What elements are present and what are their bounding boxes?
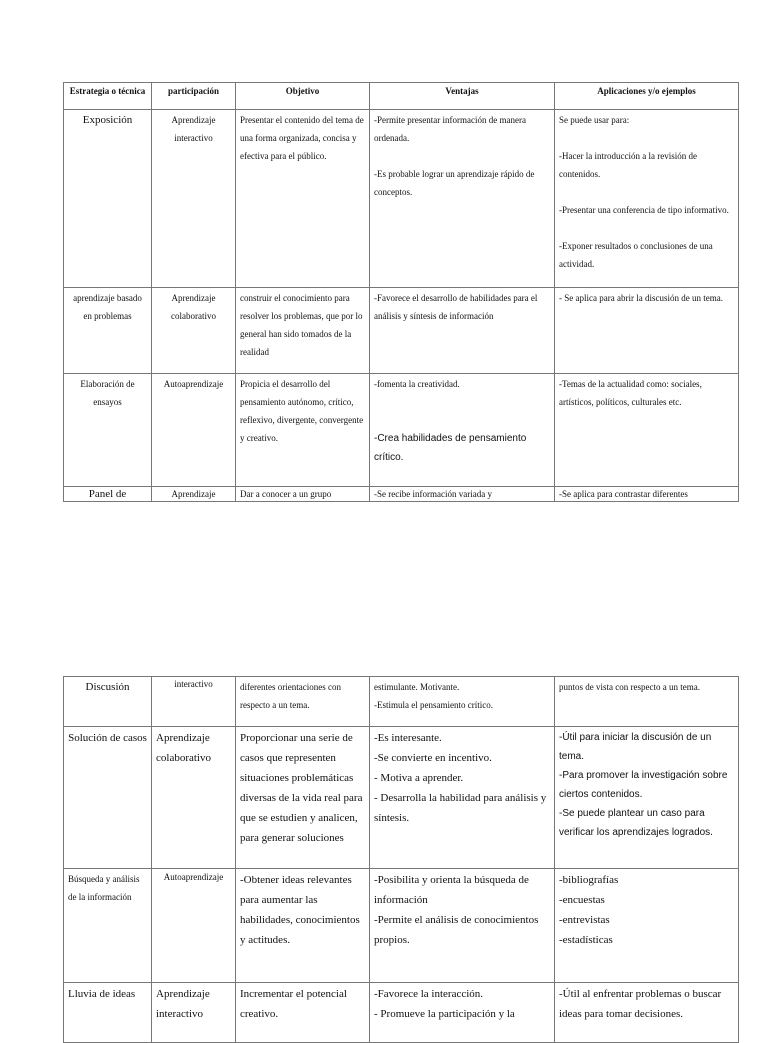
cell-estrategia: Exposición <box>64 110 152 288</box>
cell-aplicaciones <box>555 727 739 869</box>
document-page-2 <box>0 560 768 1024</box>
ventaja-item: -Crea habilidades de pensamiento crítico. <box>374 433 527 463</box>
cell-participacion: Aprendizaje <box>152 487 236 502</box>
cell-objetivo: -Obtener ideas relevantes para aumentar las habilidades, conocimientos y actitudes. <box>236 869 370 983</box>
header-objetivo: Objetivo <box>236 83 370 110</box>
cell-participacion: Aprendizaje interactivo <box>152 110 236 288</box>
cell-aplicaciones <box>555 374 739 487</box>
cell-participacion: Aprendizaje colaborativo <box>152 727 236 869</box>
aplicacion-item: -Temas de la actualidad como: sociales, artísticos, políticos, culturales etc. <box>559 379 702 407</box>
aplicacion-item: -Se aplica para contrastar diferentes <box>559 489 688 499</box>
cell-participacion: Autoaprendizaje <box>152 374 236 487</box>
cell-ventajas <box>370 288 555 374</box>
table-row <box>64 110 739 288</box>
table-row <box>64 288 739 374</box>
cell-objetivo: Propicia el desarrollo del pensamiento autónomo, crítico, reflexivo, divergente, convergente y creativo. <box>236 374 370 487</box>
ventaja-item: -Permite presentar información de manera ordenada. <box>374 115 526 143</box>
ventaja-item: -Favorece el desarrollo de habilidades para el análisis y síntesis de información <box>374 293 538 321</box>
ventaja-item: -Estimula el pensamiento crítico. <box>374 700 493 710</box>
cell-estrategia: Discusión <box>64 677 152 727</box>
cell-objetivo: Proporcionar una serie de casos que representen situaciones problemáticas diversas de la vida real para que se estudien y analicen, para generar soluciones <box>236 727 370 869</box>
cell-aplicaciones <box>555 487 739 502</box>
ventaja-item: - Promueve la participación y la <box>374 1008 515 1020</box>
ventaja-item: -Se convierte en incentivo. <box>374 752 492 764</box>
table-row <box>64 374 739 487</box>
aplicacion-item: -Presentar una conferencia de tipo informativo. <box>559 205 729 215</box>
cell-estrategia: Panel de <box>64 487 152 502</box>
ventaja-item: - Motiva a aprender. <box>374 772 464 784</box>
cell-ventajas <box>370 677 555 727</box>
aplicacion-item: -estadísticas <box>559 934 613 946</box>
table-row <box>64 869 739 983</box>
table-row <box>64 983 739 1043</box>
cell-estrategia: aprendizaje basado en problemas <box>64 288 152 374</box>
ventaja-item: -Es probable lograr un aprendizaje rápido de conceptos. <box>374 169 535 197</box>
cell-objetivo: Incrementar el potencial creativo. <box>236 983 370 1043</box>
strategies-table-page-2 <box>63 676 739 1043</box>
cell-participacion: Aprendizaje interactivo <box>152 983 236 1043</box>
cell-aplicaciones <box>555 288 739 374</box>
header-ventajas: Ventajas <box>370 83 555 110</box>
ventaja-item: estimulante. Motivante. <box>374 682 460 692</box>
aplicacion-item: -Para promover la investigación sobre ciertos contenidos. <box>559 770 728 800</box>
cell-objetivo: Presentar el contenido del tema de una forma organizada, concisa y efectiva para el público. <box>236 110 370 288</box>
cell-objetivo: construir el conocimiento para resolver los problemas, que por lo general han sido tomados de la realidad <box>236 288 370 374</box>
table-row <box>64 727 739 869</box>
aplicacion-item: -Exponer resultados o conclusiones de una actividad. <box>559 241 713 269</box>
cell-objetivo: Dar a conocer a un grupo <box>236 487 370 502</box>
table-header-row <box>64 83 739 110</box>
cell-participacion: Aprendizaje colaborativo <box>152 288 236 374</box>
aplicacion-item: -Se puede plantear un caso para verificar los aprendizajes logrados. <box>559 808 713 838</box>
table-row <box>64 677 739 727</box>
cell-estrategia: Lluvia de ideas <box>64 983 152 1043</box>
ventaja-item: -Permite el análisis de conocimientos propios. <box>374 914 539 946</box>
cell-estrategia: Búsqueda y análisis de la información <box>64 869 152 983</box>
aplicacion-item: -Hacer la introducción a la revisión de contenidos. <box>559 151 697 179</box>
strategies-table-page-1 <box>63 82 739 502</box>
cell-ventajas <box>370 374 555 487</box>
ventaja-item: - Desarrolla la habilidad para análisis y síntesis. <box>374 792 547 824</box>
cell-participacion: Autoaprendizaje <box>152 869 236 983</box>
cell-aplicaciones <box>555 677 739 727</box>
header-estrategia: Estrategia o técnica <box>64 83 152 110</box>
cell-estrategia: Solución de casos <box>64 727 152 869</box>
cell-ventajas <box>370 110 555 288</box>
ventaja-item: -fomenta la creatividad. <box>374 379 460 389</box>
cell-ventajas <box>370 983 555 1043</box>
cell-aplicaciones <box>555 110 739 288</box>
cell-ventajas <box>370 487 555 502</box>
cell-participacion: interactivo <box>152 677 236 727</box>
ventaja-item: -Se recibe información variada y <box>374 489 492 499</box>
aplicacion-item: puntos de vista con respecto a un tema. <box>559 682 700 692</box>
ventaja-item: -Es interesante. <box>374 732 442 744</box>
ventaja-item: -Favorece la interacción. <box>374 988 484 1000</box>
aplicacion-item: -Útil para iniciar la discusión de un tema. <box>559 732 712 762</box>
aplicacion-item: -Útil al enfrentar problemas o buscar ideas para tomar decisiones. <box>559 988 722 1020</box>
cell-ventajas <box>370 727 555 869</box>
table-row <box>64 487 739 502</box>
cell-aplicaciones <box>555 869 739 983</box>
aplicacion-item: Se puede usar para: <box>559 115 630 125</box>
aplicacion-item: - Se aplica para abrir la discusión de un tema. <box>559 293 723 303</box>
ventaja-item: -Posibilita y orienta la búsqueda de información <box>374 874 529 906</box>
header-participacion: participación <box>152 83 236 110</box>
cell-objetivo: diferentes orientaciones con respecto a un tema. <box>236 677 370 727</box>
cell-aplicaciones <box>555 983 739 1043</box>
cell-ventajas <box>370 869 555 983</box>
aplicacion-item: -encuestas <box>559 894 605 906</box>
aplicacion-item: -entrevistas <box>559 914 610 926</box>
header-aplicaciones: Aplicaciones y/o ejemplos <box>555 83 739 110</box>
cell-estrategia: Elaboración de ensayos <box>64 374 152 487</box>
aplicacion-item: -bibliografías <box>559 874 619 886</box>
